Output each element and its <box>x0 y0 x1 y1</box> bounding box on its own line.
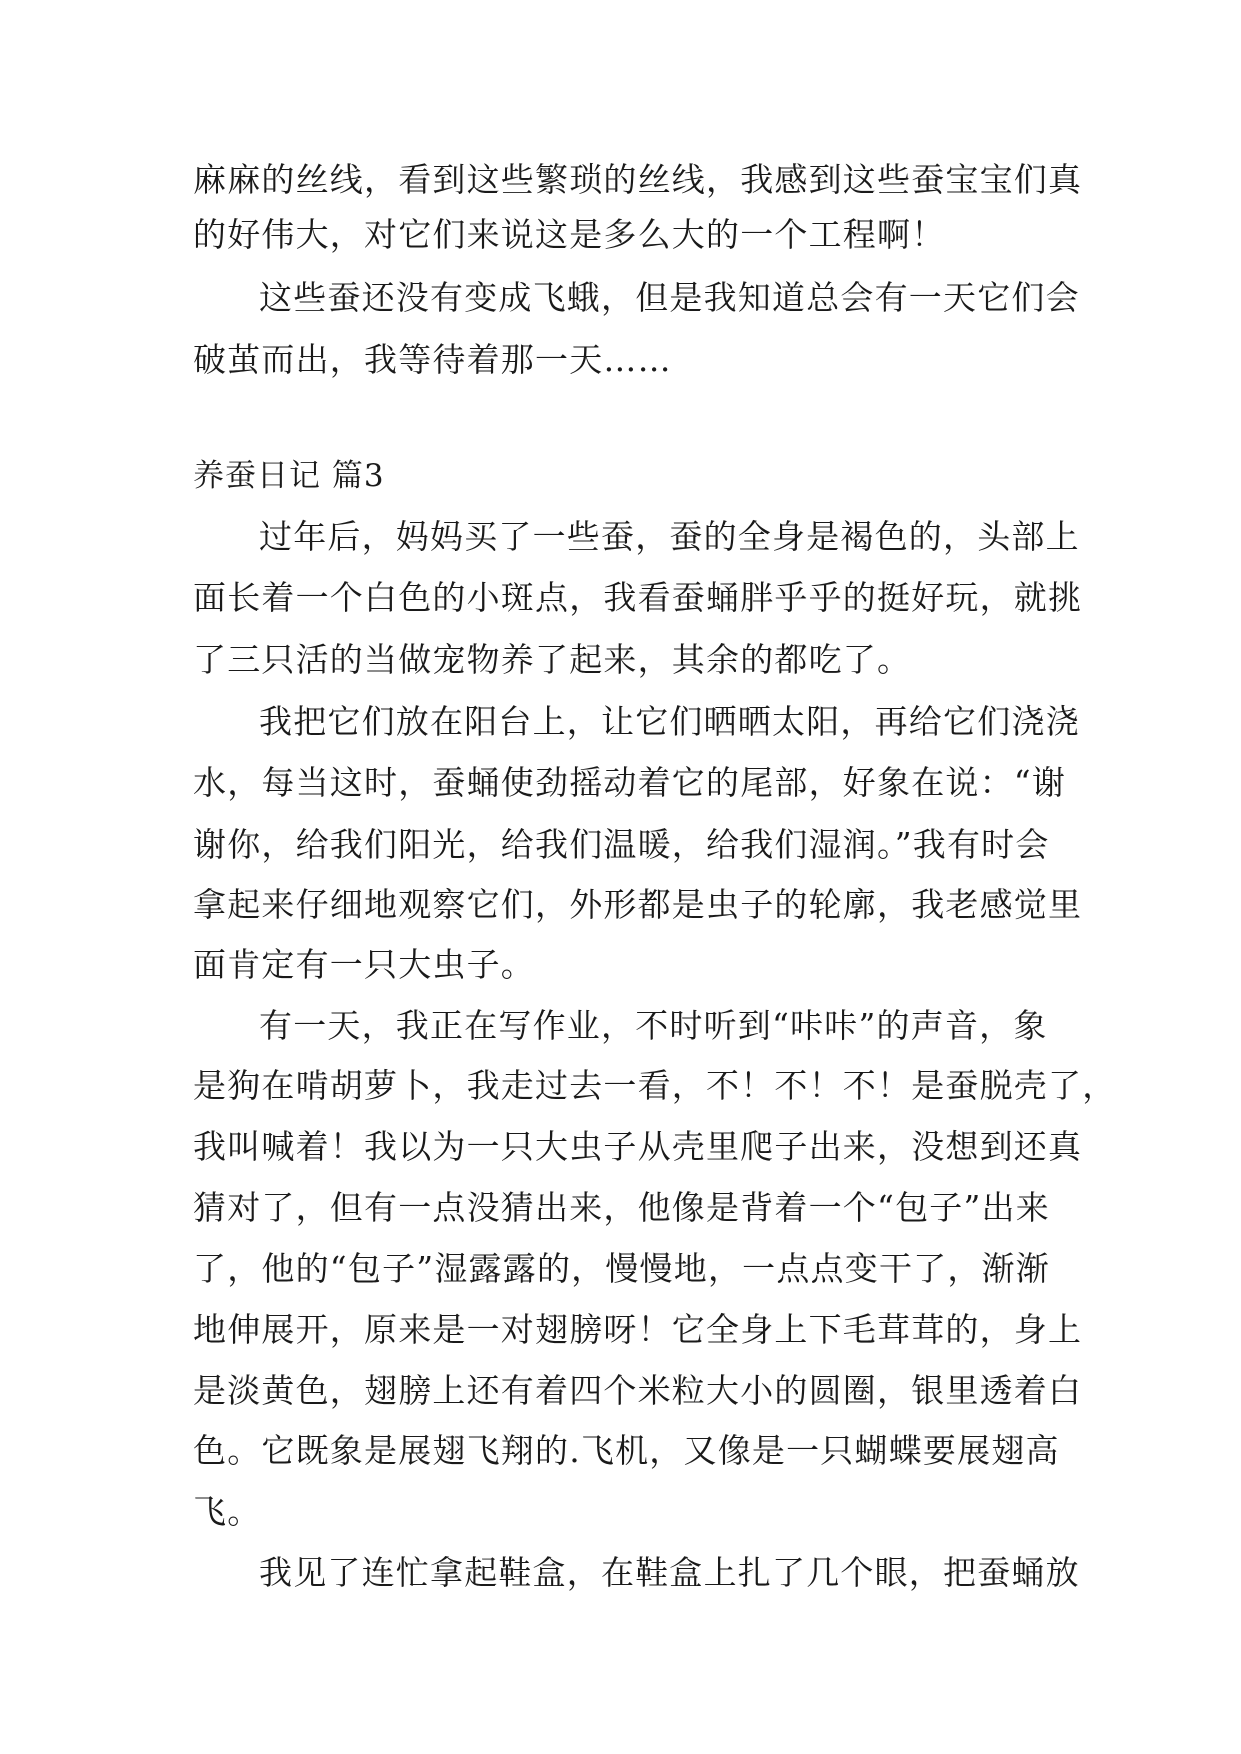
text-line: 拿起来仔细地观察它们，外形都是虫子的轮廓，我老感觉里 <box>193 885 1083 924</box>
paragraph-first-line: 过年后，妈妈买了一些蚕，蚕的全身是褐色的，头部上 <box>259 517 1080 556</box>
text-line: 地伸展开，原来是一对翅膀呀！它全身上下毛茸茸的，身上 <box>193 1310 1083 1349</box>
text-line: 面长着一个白色的小斑点，我看蚕蛹胖乎乎的挺好玩，就挑 <box>193 578 1083 617</box>
text-line: 面肯定有一只大虫子。 <box>193 945 535 984</box>
text-line: 了三只活的当做宠物养了起来，其余的都吃了。 <box>193 640 912 679</box>
paragraph-first-line: 这些蚕还没有变成飞蛾，但是我知道总会有一天它们会 <box>259 278 1080 317</box>
text-line: 是淡黄色，翅膀上还有着四个米粒大小的圆圈，银里透着白 <box>193 1371 1083 1410</box>
section-heading: 养蚕日记 篇3 <box>193 458 385 494</box>
text-line: 麻麻的丝线，看到这些繁琐的丝线，我感到这些蚕宝宝们真 <box>193 160 1083 199</box>
text-line: 是狗在啃胡萝卜，我走过去一看，不！不！不！是蚕脱壳了， <box>193 1066 1117 1105</box>
text-line: 水，每当这时，蚕蛹使劲摇动着它的尾部，好象在说：“谢 <box>193 763 1067 802</box>
paragraph-first-line: 我见了连忙拿起鞋盒，在鞋盒上扎了几个眼，把蚕蛹放 <box>259 1553 1080 1592</box>
text-line: 我叫喊着！我以为一只大虫子从壳里爬子出来，没想到还真 <box>193 1127 1083 1166</box>
text-line: 破茧而出，我等待着那一天…… <box>193 340 672 379</box>
text-line: 谢你，给我们阳光，给我们温暖，给我们湿润。”我有时会 <box>193 825 1050 864</box>
paragraph-first-line: 我把它们放在阳台上，让它们晒晒太阳，再给它们浇浇 <box>259 702 1080 741</box>
paragraph-first-line: 有一天，我正在写作业，不时听到“咔咔”的声音，象 <box>259 1006 1048 1045</box>
text-line: 猜对了，但有一点没猜出来，他像是背着一个“包子”出来 <box>193 1188 1050 1227</box>
text-line: 的好伟大，对它们来说这是多么大的一个工程啊！ <box>193 215 946 254</box>
text-line: 色。它既象是展翅飞翔的.飞机，又像是一只蝴蝶要展翅高 <box>193 1431 1060 1470</box>
text-line: 了，他的“包子”湿露露的，慢慢地，一点点变干了，渐渐 <box>193 1249 1050 1288</box>
text-line: 飞。 <box>193 1492 262 1531</box>
